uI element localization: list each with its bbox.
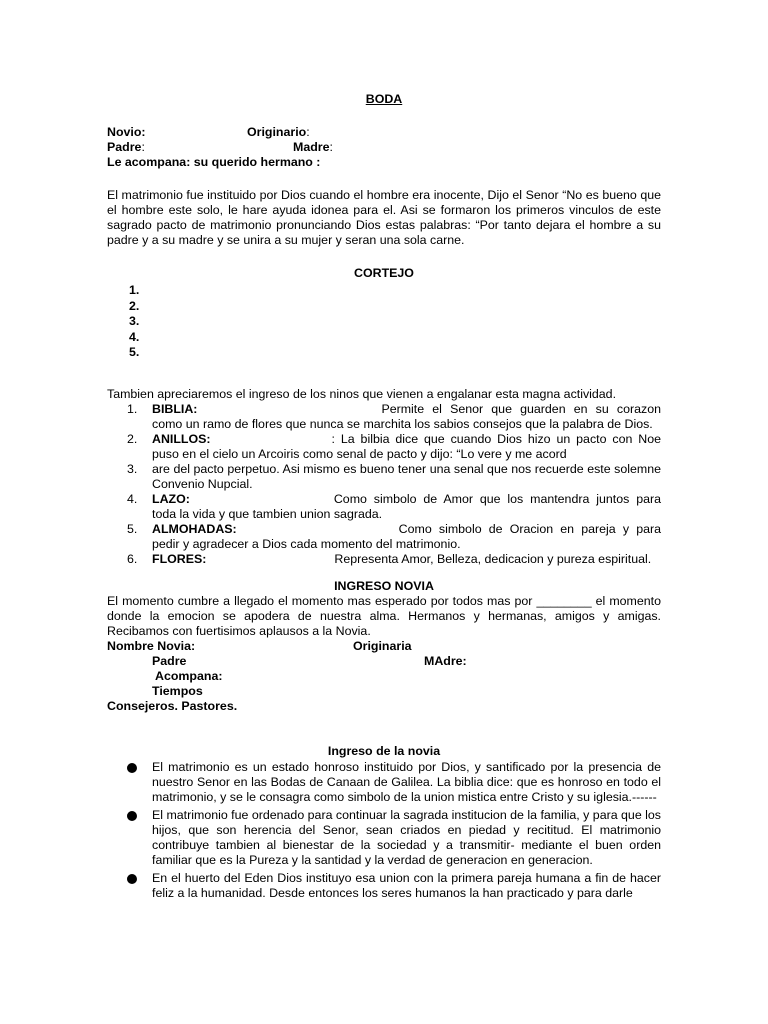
cortejo-item: 5. [129, 345, 140, 359]
bullet-icon [127, 874, 137, 884]
padre-novia-label: Padre [152, 653, 187, 668]
novio-row [107, 125, 661, 140]
cortejo-item: 2. [129, 298, 140, 313]
document-title: BODA [365, 92, 403, 106]
intro-paragraph: El matrimonio fue instituido por Dios cuando el hombre era inocente, Dijo el Senor “No es bueno que el hombre este solo, le hare ayuda idonea para el. Asi se formaron los primeros vinculos de este sagrado pacto de matrimonio pronunciando Dios estas palabras: “Por tanto dejara el hombre a su padre y a su madre y se unira a su mujer y seran una sola carne. [107, 188, 661, 247]
bullet-item: El matrimonio es un estado honroso instituido por Dios, y santificado por la presencia de nuestro Senor en las Bodas de Canaan de Galilea. La biblia dice: que es honroso en todo el matrimonio, y se le consagra como simbolo de la union mistica entre Cristo y su iglesia.------ [107, 760, 661, 805]
bullet-item: El matrimonio fue ordenado para continuar la sagrada institucion de la familia, y para que los hijos, que son herencia del Senor, sean criados en piedad y recititud. El matrimonio contribuye tambien al bienestar de la sociedad y a transmitir- mediante el buen orden familiar que es la Pureza y la santidad y la verdad de generacion en generacion. [107, 808, 661, 868]
list-item-flores: 6. FLORES: Representa Amor, Belleza, dedicacion y pureza espiritual. [127, 551, 652, 566]
cortejo-list [107, 283, 661, 361]
bullet-icon [127, 811, 137, 821]
bullet-icon [127, 763, 137, 773]
ingreso-de-la-novia-title: Ingreso de la novia [327, 743, 441, 758]
list-item-3: 3. are del pacto perpetuo. Asi mismo es bueno tener una senal que nos recuerde este solemne Convenio Nupcial. [127, 461, 661, 491]
acompana-novia-label: Acompana: [155, 668, 223, 683]
cortejo-item: 1. [129, 283, 140, 297]
padre-label: Padre: [107, 140, 145, 154]
ingreso-novia-title: INGRESO NOVIA [334, 578, 434, 593]
list-item-lazo: 4. LAZO: Como simbolo de Amor que los mantendra juntos para toda la vida y que tambien union sagrada. [127, 491, 661, 521]
bullet-item: En el huerto del Eden Dios instituyo esa union con la primera pareja humana a fin de hacer feliz a la humanidad. Desde entonces los seres humanos la han practicado y para darle [107, 871, 661, 901]
ninos-items-list [107, 402, 661, 567]
originario-label: Originario: [247, 125, 310, 139]
document-page [107, 92, 661, 904]
ingreso-paragraph: El momento cumbre a llegado el momento mas esperado por todos mas por ________ el momento donde la emocion se apodera de nuestra alma. Hermanos y hermanas, amigos y amigas. Recibamos con fuertisimos aplausos a la Novia. [107, 593, 661, 638]
originaria-label: Originaria [353, 638, 412, 653]
ninos-intro: Tambien apreciaremos el ingreso de los ninos que vienen a engalanar esta magna actividad. [107, 386, 617, 401]
cortejo-title: CORTEJO [354, 266, 414, 280]
padre-madre-row [107, 654, 661, 669]
cortejo-item: 4. [129, 329, 140, 344]
ingreso-bullets [107, 760, 661, 901]
madre-novia-label: MAdre: [424, 653, 467, 668]
padre-row [107, 140, 661, 155]
list-item-biblia: 1. BIBLIA: Permite el Senor que guarden en su corazon como un ramo de flores que nunca se marchita los sabios consejos que la palabra de Dios. [127, 401, 661, 431]
novio-label: Novio: [107, 125, 146, 139]
tiempos-row [107, 684, 661, 699]
acompana-label: Le acompana: su querido hermano : [107, 155, 321, 169]
nombre-novia-row [107, 639, 661, 654]
consejeros-label: Consejeros. Pastores. [107, 698, 238, 713]
tiempos-label: Tiempos [152, 683, 203, 698]
cortejo-item: 3. [129, 314, 140, 328]
acompana-row [107, 669, 661, 684]
list-item-almohadas: 5. ALMOHADAS: Como simbolo de Oracion en pareja y para pedir y agradecer a Dios cada momento del matrimonio. [127, 521, 661, 551]
madre-label: Madre: [293, 140, 333, 154]
nombre-novia-label: Nombre Novia: [107, 638, 196, 653]
list-item-anillos: 2. ANILLOS: : La bilbia dice que cuando Dios hizo un pacto con Noe puso en el cielo un Arcoiris como senal de pacto y dijo: “Lo vere y me acord [127, 431, 661, 461]
